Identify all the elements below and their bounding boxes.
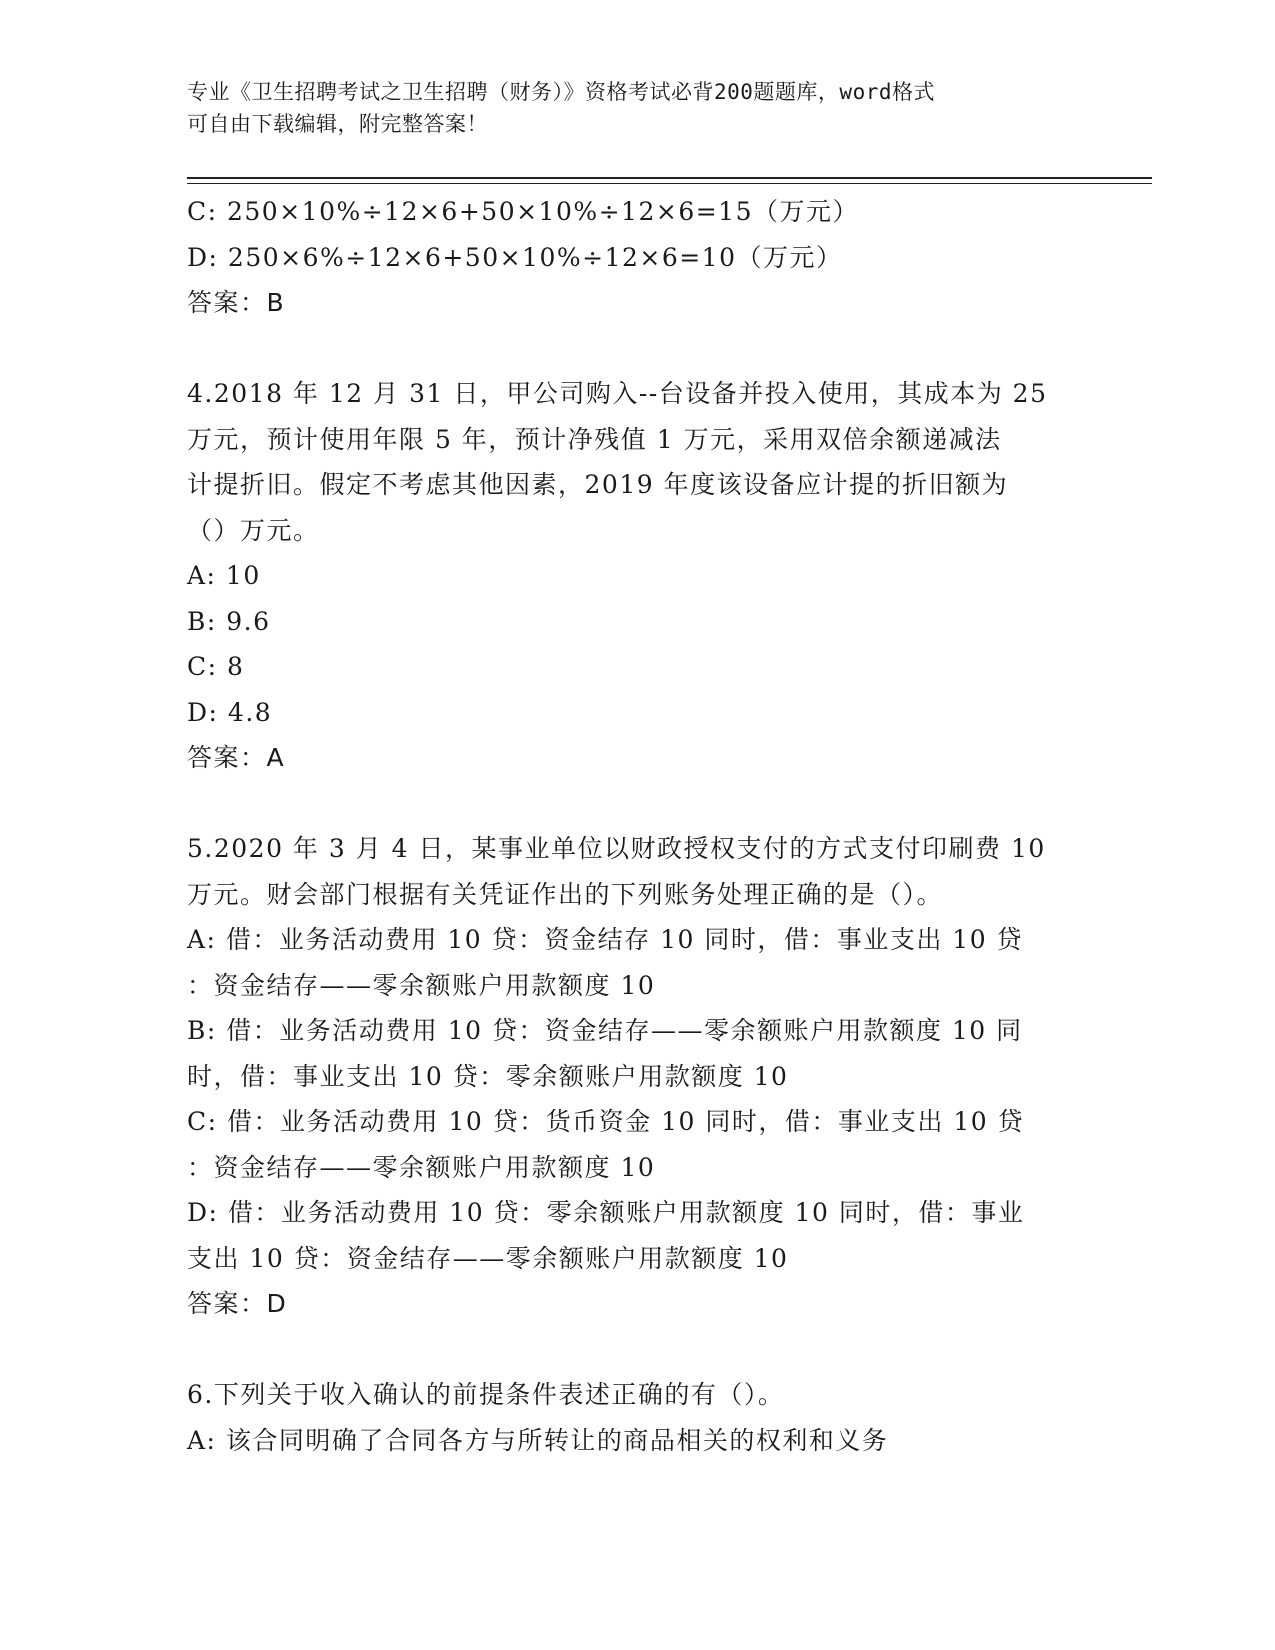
q6-stem-line-1: 6.下列关于收入确认的前提条件表述正确的有（）。 [187,1380,785,1409]
q4-option-d: D: 4.8 [187,697,273,727]
document-header [187,76,1087,140]
spacer [187,1327,1087,1373]
header-divider-thin [187,183,1152,184]
q4-answer: 答案：A [187,743,286,772]
q5-option-b-line-1: B: 借：业务活动费用 10 贷：资金结存——零余额账户用款额度 10 同 [187,1016,1023,1045]
q5-answer: 答案：D [187,1289,288,1318]
q3-answer: 答案：B [187,288,286,317]
question-3-block [187,189,1087,326]
spacer [187,326,1087,372]
q4-stem-line-4: （）万元。 [187,515,320,545]
q5-option-c-line-1: C: 借：业务活动费用 10 贷：货币资金 10 同时，借：事业支出 10 贷 [187,1107,1025,1136]
question-6-block [187,1372,1087,1463]
question-4-block [187,371,1087,781]
q4-stem-line-2: 万元，预计使用年限 5 年，预计净残值 1 万元，采用双倍余额递减法 [187,424,1002,454]
q5-option-a-line-2: ：资金结存——零余额账户用款额度 10 [187,970,656,1000]
q4-stem-line-3: 计提折旧。假定不考虑其他因素，2019 年度该设备应计提的折旧额为 [187,470,1009,499]
q5-option-a-line-1: A: 借：业务活动费用 10 贷：资金结存 10 同时，借：事业支出 10 贷 [187,925,1024,954]
q4-option-a: A: 10 [187,561,261,590]
q3-option-c: C: 250×10%÷12×6+50×10%÷12×6=15（万元） [187,197,859,226]
q3-option-d: D: 250×6%÷12×6+50×10%÷12×6=10（万元） [187,242,843,272]
q5-option-c-line-2: ：资金结存——零余额账户用款额度 10 [187,1152,656,1182]
q6-option-a: A: 该合同明确了合同各方与所转让的商品相关的权利和义务 [187,1425,889,1455]
question-content [187,189,1087,1463]
q5-option-d-line-2: 支出 10 贷：资金结存——零余额账户用款额度 10 [187,1243,789,1273]
q5-option-b-line-2: 时，借：事业支出 10 贷：零余额账户用款额度 10 [187,1061,789,1091]
q4-option-b: B: 9.6 [187,606,271,636]
header-title-line-2: 可自由下载编辑，附完整答案！ [187,112,488,136]
header-divider-thick [187,177,1152,179]
question-5-block [187,826,1087,1327]
q4-stem-line-1: 4.2018 年 12 月 31 日，甲公司购入--台设备并投入使用，其成本为 25 [187,379,1048,408]
q5-option-d-line-1: D: 借：业务活动费用 10 贷：零余额账户用款额度 10 同时，借：事业 [187,1198,1025,1227]
header-title-line-1: 专业《卫生招聘考试之卫生招聘（财务）》资格考试必背200题题库，word格式 [187,80,935,104]
q4-option-c: C: 8 [187,652,245,681]
q5-stem-line-2: 万元。财会部门根据有关凭证作出的下列账务处理正确的是（）。 [187,879,944,909]
spacer [187,781,1087,827]
q5-stem-line-1: 5.2020 年 3 月 4 日，某事业单位以财政授权支付的方式支付印刷费 10 [187,834,1046,863]
